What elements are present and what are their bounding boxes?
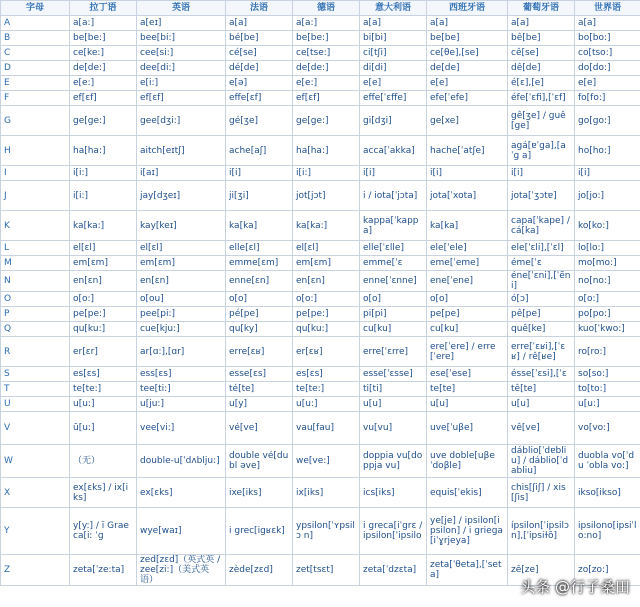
cell-esperanto: ho[ho:] (575, 136, 640, 166)
cell-spanish: hache[ˈatʃe] (427, 136, 508, 166)
cell-english: o[ou] (137, 292, 226, 307)
table-row (1, 322, 640, 337)
cell-french: elle[ɛl] (226, 241, 293, 256)
cell-english: i[aɪ] (137, 166, 226, 181)
cell-portuguese: quê[ke] (508, 322, 575, 337)
cell-spanish: efe[ˈefe] (427, 91, 508, 106)
header-portuguese: 葡萄牙语 (508, 1, 575, 16)
cell-german: o[o:] (293, 292, 360, 307)
cell-latin: ū[u:] (70, 412, 137, 445)
cell-esperanto: ro[ro:] (575, 337, 640, 367)
cell-letter: H (1, 136, 70, 166)
cell-letter: K (1, 211, 70, 241)
cell-italian: ti[ti] (360, 382, 427, 397)
cell-french: o[o] (226, 292, 293, 307)
cell-french: emme[ɛm] (226, 256, 293, 271)
header-esperanto: 世界语 (575, 1, 640, 16)
cell-italian: vu[vu] (360, 412, 427, 445)
cell-english: vee[vi:] (137, 412, 226, 445)
table-row (1, 46, 640, 61)
cell-latin: er[ɛr] (70, 337, 137, 367)
cell-german: te[te:] (293, 382, 360, 397)
cell-english: ex[ɛks] (137, 478, 226, 508)
cell-portuguese: éme[ˈɛ (508, 256, 575, 271)
table-row (1, 382, 640, 397)
cell-esperanto: i[i] (575, 166, 640, 181)
table-row (1, 61, 640, 76)
cell-letter: Y (1, 508, 70, 555)
cell-english: jay[dʒeɪ] (137, 181, 226, 211)
cell-spanish: o[o] (427, 292, 508, 307)
cell-italian: erre[ˈɛrre] (360, 337, 427, 367)
header-italian: 意大利语 (360, 1, 427, 16)
table-row (1, 367, 640, 382)
cell-spanish: uve[ˈuβe] (427, 412, 508, 445)
cell-letter: V (1, 412, 70, 445)
cell-english: em[ɛm] (137, 256, 226, 271)
cell-german: ha[ha:] (293, 136, 360, 166)
cell-portuguese: éfe[ˈɛfi],[ˈɛf] (508, 91, 575, 106)
table-row (1, 337, 640, 367)
table-row (1, 211, 640, 241)
cell-spanish: i[i] (427, 166, 508, 181)
cell-spanish: de[de] (427, 61, 508, 76)
cell-esperanto: jo[jo:] (575, 181, 640, 211)
cell-italian: o[o] (360, 292, 427, 307)
cell-letter: Q (1, 322, 70, 337)
cell-latin: ex[ɛks] / ix[iks] (70, 478, 137, 508)
cell-german: u[u:] (293, 397, 360, 412)
cell-english: u[ju:] (137, 397, 226, 412)
cell-letter: B (1, 31, 70, 46)
cell-letter: C (1, 46, 70, 61)
cell-french: u[y] (226, 397, 293, 412)
cell-latin: y[y:] / ī Graeca[iː ˈg (70, 508, 137, 555)
cell-spanish: jota[ˈxota] (427, 181, 508, 211)
cell-french: gé[ʒe] (226, 106, 293, 136)
cell-italian: i[i] (360, 166, 427, 181)
cell-portuguese: a[a] (508, 16, 575, 31)
cell-spanish: eme[ˈeme] (427, 256, 508, 271)
cell-german: be[be:] (293, 31, 360, 46)
cell-italian: ics[iks] (360, 478, 427, 508)
cell-french: double vé[dubl əve] (226, 445, 293, 478)
cell-esperanto: no[no:] (575, 271, 640, 292)
cell-latin: i[i:] (70, 181, 137, 211)
cell-french: enne[ɛn] (226, 271, 293, 292)
cell-letter: S (1, 367, 70, 382)
cell-german: qu[ku:] (293, 322, 360, 337)
cell-french: zède[zɛd] (226, 555, 293, 586)
cell-german: ef[ɛf] (293, 91, 360, 106)
cell-letter: A (1, 16, 70, 31)
cell-german: en[ɛn] (293, 271, 360, 292)
cell-english: cee[si:] (137, 46, 226, 61)
cell-italian: e[e] (360, 76, 427, 91)
header-french: 法语 (226, 1, 293, 16)
cell-english: ar[ɑ:],[ɑr] (137, 337, 226, 367)
cell-english: aitch[eɪtʃ] (137, 136, 226, 166)
cell-english: dee[di:] (137, 61, 226, 76)
table-row (1, 31, 640, 46)
cell-esperanto: ipsilono[ipsiˈl o:no] (575, 508, 640, 555)
cell-esperanto: a[a] (575, 16, 640, 31)
table-row (1, 508, 640, 555)
cell-french: cé[se] (226, 46, 293, 61)
cell-esperanto: lo[lo:] (575, 241, 640, 256)
cell-french: vé[ve] (226, 412, 293, 445)
table-row (1, 106, 640, 136)
cell-french: ixe[iks] (226, 478, 293, 508)
cell-italian: pi[pi] (360, 307, 427, 322)
header-letter: 字母 (1, 1, 70, 16)
cell-german: jot[jɔt] (293, 181, 360, 211)
cell-italian: elle[ˈɛlle] (360, 241, 427, 256)
cell-portuguese: cê[se] (508, 46, 575, 61)
cell-english: e[i:] (137, 76, 226, 91)
cell-italian: kappa[ˈkappa] (360, 211, 427, 241)
table-row (1, 256, 640, 271)
cell-latin: qu[ku:] (70, 322, 137, 337)
cell-portuguese: u[u] (508, 397, 575, 412)
cell-german: a[a:] (293, 16, 360, 31)
cell-letter: P (1, 307, 70, 322)
cell-letter: Z (1, 555, 70, 586)
cell-french: ji[ʒi] (226, 181, 293, 211)
cell-spanish: ye[je] / ipsilon[ipsilon] / i griega[iˈɣrjeya] (427, 508, 508, 555)
cell-latin: ha[ha:] (70, 136, 137, 166)
cell-letter: D (1, 61, 70, 76)
cell-portuguese: zê[ze] (508, 555, 575, 586)
cell-letter: F (1, 91, 70, 106)
cell-spanish: ka[ka] (427, 211, 508, 241)
cell-french: esse[ɛs] (226, 367, 293, 382)
cell-portuguese: chis[ʃiʃ] / xis[ʃis] (508, 478, 575, 508)
cell-portuguese: ésse[ˈɛsi],[ˈɛ (508, 367, 575, 382)
cell-latin: es[ɛs] (70, 367, 137, 382)
cell-german: zet[tsɛt] (293, 555, 360, 586)
cell-portuguese: é[ɛ],[e] (508, 76, 575, 91)
cell-french: erre[ɛʁ] (226, 337, 293, 367)
cell-letter: O (1, 292, 70, 307)
cell-french: dé[de] (226, 61, 293, 76)
cell-portuguese: ípsilon[ˈipsilɔ n],[ˈipsiɫõ] (508, 508, 575, 555)
cell-latin: de[de:] (70, 61, 137, 76)
cell-italian: u[u] (360, 397, 427, 412)
table-row (1, 166, 640, 181)
cell-esperanto: fo[fo:] (575, 91, 640, 106)
cell-german: pe[pe:] (293, 307, 360, 322)
cell-french: i[i] (226, 166, 293, 181)
cell-italian: ci[tʃi] (360, 46, 427, 61)
cell-portuguese: i[i] (508, 166, 575, 181)
cell-portuguese: capa[ˈkape] / cá[ka] (508, 211, 575, 241)
table-row (1, 181, 640, 211)
watermark: 头条 @行子桑田 (520, 578, 630, 596)
cell-esperanto: ko[ko:] (575, 211, 640, 241)
cell-spanish: pe[pe] (427, 307, 508, 322)
cell-english: ef[ɛf] (137, 91, 226, 106)
table-row (1, 397, 640, 412)
cell-spanish: ele[ˈele] (427, 241, 508, 256)
cell-esperanto: u[u:] (575, 397, 640, 412)
cell-french: ka[ka] (226, 211, 293, 241)
cell-italian: a[a] (360, 16, 427, 31)
table-row (1, 412, 640, 445)
cell-spanish: a[a] (427, 16, 508, 31)
cell-latin: el[ɛl] (70, 241, 137, 256)
cell-italian: doppia vu[doppja vu] (360, 445, 427, 478)
cell-letter: M (1, 256, 70, 271)
cell-portuguese: vê[ve] (508, 412, 575, 445)
table-row (1, 136, 640, 166)
cell-english: a[eɪ] (137, 16, 226, 31)
cell-italian: bi[bi] (360, 31, 427, 46)
cell-portuguese: gê[ʒe] / guê[ge] (508, 106, 575, 136)
cell-german: el[ɛl] (293, 241, 360, 256)
cell-latin: u[u:] (70, 397, 137, 412)
cell-latin: en[ɛn] (70, 271, 137, 292)
cell-letter: T (1, 382, 70, 397)
cell-italian: i / iota[ˈjɔta] (360, 181, 427, 211)
cell-italian: esse[ˈɛsse] (360, 367, 427, 382)
cell-spanish: ge[xe] (427, 106, 508, 136)
cell-portuguese: erre[ˈɛʁi],[ˈɛʁ] / rê[ʁe] (508, 337, 575, 367)
cell-italian: zeta[ˈdzɛta] (360, 555, 427, 586)
cell-german: i[i:] (293, 166, 360, 181)
cell-german: vau[fau] (293, 412, 360, 445)
cell-german: em[ɛm] (293, 256, 360, 271)
cell-italian: effe[ˈɛffe] (360, 91, 427, 106)
table-row (1, 271, 640, 292)
cell-spanish: equis[ˈekis] (427, 478, 508, 508)
header-latin: 拉丁语 (70, 1, 137, 16)
cell-portuguese: agá[ɐˈga],[aˈg a] (508, 136, 575, 166)
cell-esperanto: ikso[ikso] (575, 478, 640, 508)
cell-letter: G (1, 106, 70, 136)
cell-letter: U (1, 397, 70, 412)
cell-english: cue[kju:] (137, 322, 226, 337)
cell-letter: J (1, 181, 70, 211)
cell-esperanto: o[o:] (575, 292, 640, 307)
cell-portuguese: éne[ˈɛni],[ˈẽni] (508, 271, 575, 292)
cell-latin: i[i:] (70, 166, 137, 181)
cell-latin: pe[pe:] (70, 307, 137, 322)
cell-esperanto: mo[mo:] (575, 256, 640, 271)
cell-french: qu[ky] (226, 322, 293, 337)
table-row (1, 91, 640, 106)
cell-italian: acca[ˈakka] (360, 136, 427, 166)
cell-letter: W (1, 445, 70, 478)
cell-letter: I (1, 166, 70, 181)
cell-letter: N (1, 271, 70, 292)
cell-portuguese: ó[ɔ] (508, 292, 575, 307)
cell-english: el[ɛl] (137, 241, 226, 256)
cell-esperanto: to[to:] (575, 382, 640, 397)
cell-spanish: ese[ˈese] (427, 367, 508, 382)
cell-spanish: be[be] (427, 31, 508, 46)
cell-english: gee[dʒi:] (137, 106, 226, 136)
cell-english: zed[zɛd]（英式英 / zee[zi:]（美式英语） (137, 555, 226, 586)
cell-letter: E (1, 76, 70, 91)
cell-portuguese: ele[ˈɛli],[ˈɛl] (508, 241, 575, 256)
cell-german: we[ve:] (293, 445, 360, 478)
header-german: 德语 (293, 1, 360, 16)
cell-italian: enne[ˈɛnne] (360, 271, 427, 292)
cell-esperanto: e[e] (575, 76, 640, 91)
cell-esperanto: kuo[ˈkwo:] (575, 322, 640, 337)
cell-latin: te[te:] (70, 382, 137, 397)
cell-italian: di[di] (360, 61, 427, 76)
header-spanish: 西班牙语 (427, 1, 508, 16)
cell-esperanto: co[tso:] (575, 46, 640, 61)
cell-esperanto: po[po:] (575, 307, 640, 322)
cell-latin: ce[ke:] (70, 46, 137, 61)
cell-spanish: e[e] (427, 76, 508, 91)
cell-english: tee[ti:] (137, 382, 226, 397)
cell-latin: ef[ɛf] (70, 91, 137, 106)
cell-letter: X (1, 478, 70, 508)
cell-german: ka[ka:] (293, 211, 360, 241)
cell-esperanto: bo[bo:] (575, 31, 640, 46)
cell-esperanto: duobla vo[ˈdu ˈobla vo:] (575, 445, 640, 478)
cell-spanish: ere[ˈere] / erre[ˈere] (427, 337, 508, 367)
cell-french: té[te] (226, 382, 293, 397)
cell-esperanto: go[go:] (575, 106, 640, 136)
table-row (1, 478, 640, 508)
cell-german: ce[tse:] (293, 46, 360, 61)
cell-english: kay[keɪ] (137, 211, 226, 241)
cell-spanish: cu[ku] (427, 322, 508, 337)
cell-french: e[ə] (226, 76, 293, 91)
cell-latin: （无） (70, 445, 137, 478)
cell-letter: L (1, 241, 70, 256)
cell-italian: i greca[iˈgrɛ / ipsilon[ˈipsilo (360, 508, 427, 555)
cell-spanish: ce[θe],[se] (427, 46, 508, 61)
cell-latin: be[be:] (70, 31, 137, 46)
cell-esperanto: vo[vo:] (575, 412, 640, 445)
header-row (1, 1, 640, 16)
cell-english: double-u[ˈdʌblju:] (137, 445, 226, 478)
table-row (1, 292, 640, 307)
cell-english: en[ɛn] (137, 271, 226, 292)
cell-german: es[ɛs] (293, 367, 360, 382)
header-english: 英语 (137, 1, 226, 16)
cell-esperanto: do[do:] (575, 61, 640, 76)
cell-spanish: u[u] (427, 397, 508, 412)
table-row (1, 241, 640, 256)
cell-esperanto: so[so:] (575, 367, 640, 382)
cell-english: bee[bi:] (137, 31, 226, 46)
cell-french: pé[pe] (226, 307, 293, 322)
cell-french: bé[be] (226, 31, 293, 46)
cell-french: i grec[igʁɛk] (226, 508, 293, 555)
cell-german: ge[ge:] (293, 106, 360, 136)
cell-latin: zeta[ˈze:ta] (70, 555, 137, 586)
cell-german: er[ɛʁ] (293, 337, 360, 367)
cell-italian: cu[ku] (360, 322, 427, 337)
cell-portuguese: dáblio[ˈdɐbliu] / dáblio[ˈdabliu] (508, 445, 575, 478)
cell-portuguese: bê[be] (508, 31, 575, 46)
cell-latin: ge[ge:] (70, 106, 137, 136)
cell-spanish: uve doble[uβe ˈdoβle] (427, 445, 508, 478)
cell-english: wye[waɪ] (137, 508, 226, 555)
cell-spanish: zeta[ˈθeta],[ˈseta] (427, 555, 508, 586)
cell-latin: a[a:] (70, 16, 137, 31)
cell-letter: R (1, 337, 70, 367)
cell-spanish: ene[ˈene] (427, 271, 508, 292)
cell-german: e[e:] (293, 76, 360, 91)
cell-german: de[de:] (293, 61, 360, 76)
table-row (1, 16, 640, 31)
cell-italian: emme[ˈɛ (360, 256, 427, 271)
cell-portuguese: dê[de] (508, 61, 575, 76)
table-row (1, 76, 640, 91)
cell-portuguese: jota[ˈʒɔtɐ] (508, 181, 575, 211)
table-row (1, 445, 640, 478)
cell-english: pee[pi:] (137, 307, 226, 322)
cell-portuguese: pê[pe] (508, 307, 575, 322)
cell-french: a[a] (226, 16, 293, 31)
cell-french: ache[aʃ] (226, 136, 293, 166)
cell-latin: o[o:] (70, 292, 137, 307)
table-row (1, 307, 640, 322)
cell-german: ix[iks] (293, 478, 360, 508)
cell-latin: ka[ka:] (70, 211, 137, 241)
cell-esperanto: zo[zo:] (575, 555, 640, 586)
cell-english: ess[ɛs] (137, 367, 226, 382)
cell-spanish: te[te] (427, 382, 508, 397)
cell-portuguese: tê[te] (508, 382, 575, 397)
cell-latin: em[ɛm] (70, 256, 137, 271)
cell-german: ypsilon[ˈʏpsilɔ n] (293, 508, 360, 555)
cell-latin: e[e:] (70, 76, 137, 91)
cell-french: effe[ɛf] (226, 91, 293, 106)
cell-italian: gi[dʒi] (360, 106, 427, 136)
